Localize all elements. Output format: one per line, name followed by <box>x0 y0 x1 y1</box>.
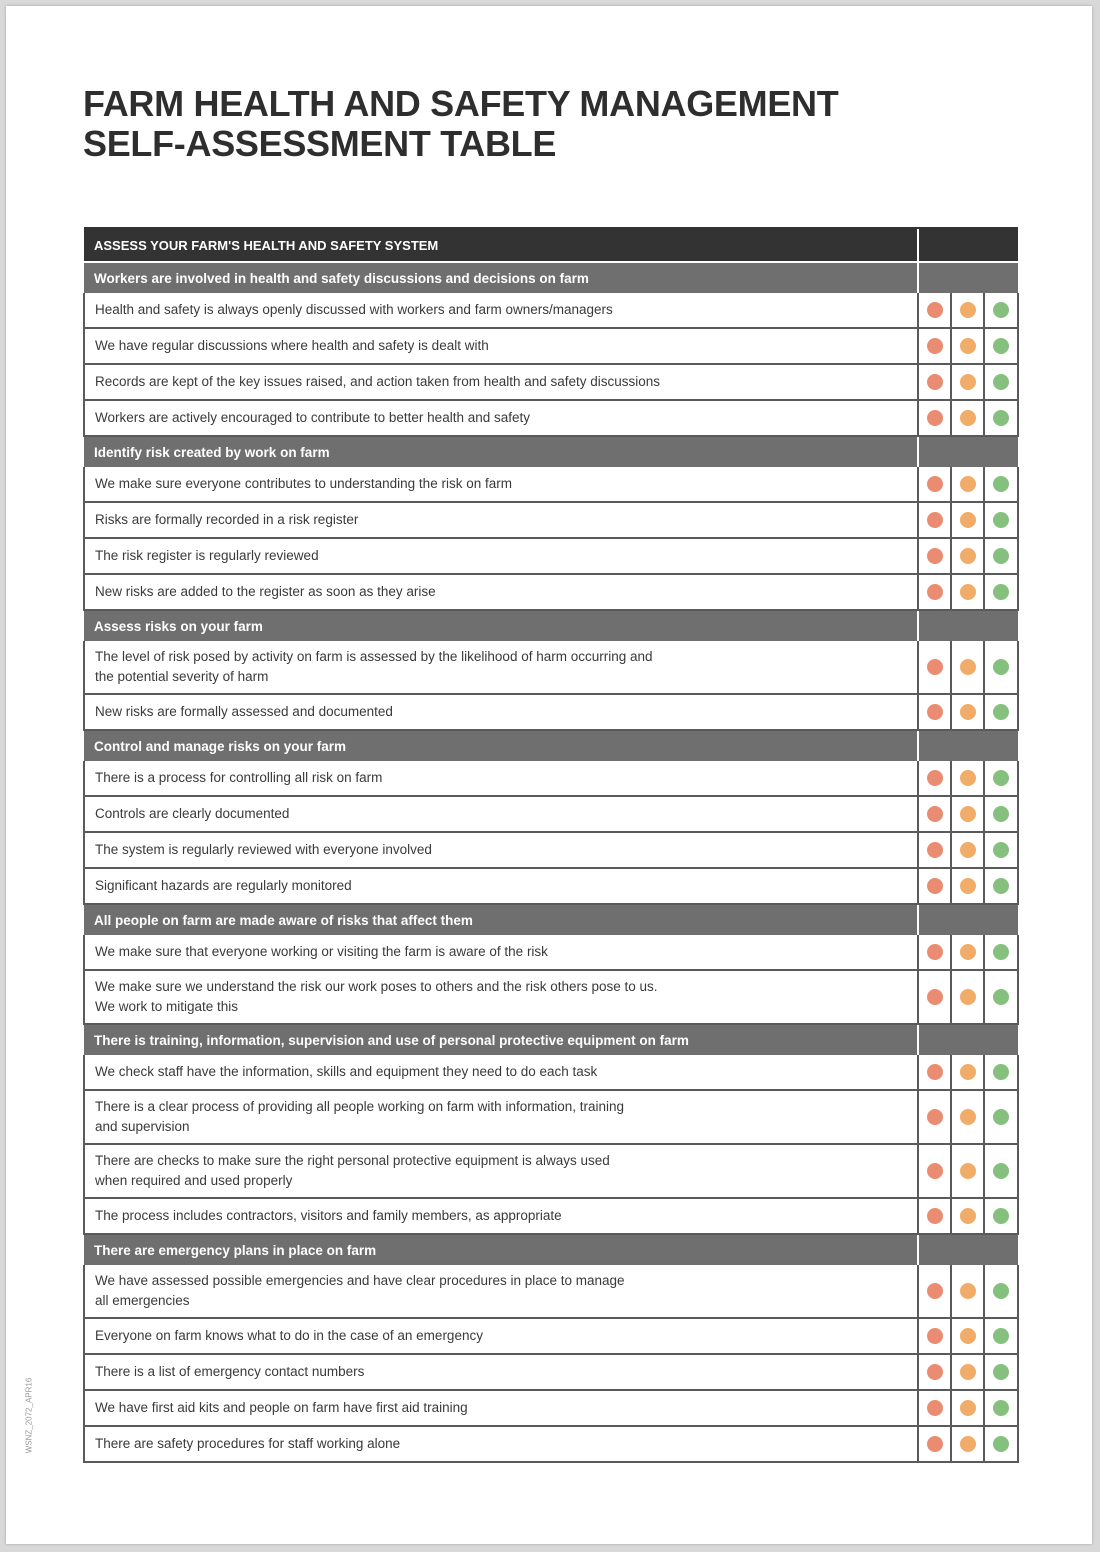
orange-rating-dot[interactable] <box>960 806 976 822</box>
green-rating-dot[interactable] <box>993 374 1009 390</box>
orange-rating-dot[interactable] <box>960 374 976 390</box>
criterion-text: We have regular discussions where health and safety is dealt with <box>95 338 489 353</box>
orange-rating-dot[interactable] <box>960 842 976 858</box>
rating-cell-red[interactable] <box>918 1318 951 1354</box>
section-title: There is training, information, supervision and use of personal protective equipment on farm <box>84 1024 918 1055</box>
green-rating-dot[interactable] <box>993 1400 1009 1416</box>
criterion-text: Controls are clearly documented <box>95 806 290 821</box>
criterion-cell <box>84 641 918 694</box>
orange-rating-dot[interactable] <box>960 476 976 492</box>
section-title: Identify risk created by work on farm <box>84 436 918 467</box>
rating-cell-red[interactable] <box>918 467 951 502</box>
criterion-text: We have assessed possible emergencies and have clear procedures in place to manage <box>95 1273 625 1288</box>
rating-cell-orange[interactable] <box>951 832 984 868</box>
red-rating-dot[interactable] <box>927 806 943 822</box>
rating-cell-green[interactable] <box>984 761 1018 796</box>
green-rating-dot[interactable] <box>993 1064 1009 1080</box>
rating-cell-orange[interactable] <box>951 868 984 904</box>
orange-rating-dot[interactable] <box>960 1064 976 1080</box>
rating-cell-orange[interactable] <box>951 293 984 328</box>
criterion-text: There are checks to make sure the right personal protective equipment is always used <box>95 1153 610 1168</box>
section-rating-header <box>918 610 1018 641</box>
section-title: There are emergency plans in place on farm <box>84 1234 918 1265</box>
table-row <box>84 868 1018 904</box>
rating-cell-green[interactable] <box>984 868 1018 904</box>
table-row <box>84 1144 1018 1198</box>
green-rating-dot[interactable] <box>993 659 1009 675</box>
rating-cell-green[interactable] <box>984 1198 1018 1234</box>
rating-cell-green[interactable] <box>984 1055 1018 1090</box>
orange-rating-dot[interactable] <box>960 1364 976 1380</box>
criterion-text: Significant hazards are regularly monitored <box>95 878 352 893</box>
red-rating-dot[interactable] <box>927 1364 943 1380</box>
rating-cell-green[interactable] <box>984 400 1018 436</box>
table-header: ASSESS YOUR FARM'S HEALTH AND SAFETY SYSTEM <box>84 228 918 262</box>
criterion-text: all emergencies <box>95 1293 190 1308</box>
rating-cell-orange[interactable] <box>951 1090 984 1144</box>
section-title: All people on farm are made aware of risks that affect them <box>84 904 918 935</box>
criterion-text: We check staff have the information, skills and equipment they need to do each task <box>95 1064 598 1079</box>
criterion-cell <box>84 1198 918 1234</box>
rating-cell-red[interactable] <box>918 574 951 610</box>
table-row <box>84 1090 1018 1144</box>
orange-rating-dot[interactable] <box>960 1436 976 1452</box>
criterion-cell <box>84 694 918 730</box>
table-row <box>84 1265 1018 1318</box>
rating-cell-red[interactable] <box>918 761 951 796</box>
orange-rating-dot[interactable] <box>960 989 976 1005</box>
green-rating-dot[interactable] <box>993 1283 1009 1299</box>
section-header-row <box>84 904 1018 935</box>
criterion-text: We make sure everyone contributes to understanding the risk on farm <box>95 476 512 491</box>
rating-cell-orange[interactable] <box>951 502 984 538</box>
document-reference-text: WSNZ_2072_APR16 <box>24 1377 34 1454</box>
green-rating-dot[interactable] <box>993 302 1009 318</box>
criterion-text: the potential severity of harm <box>95 669 269 684</box>
rating-cell-red[interactable] <box>918 796 951 832</box>
orange-rating-dot[interactable] <box>960 548 976 564</box>
rating-cell-red[interactable] <box>918 1198 951 1234</box>
rating-cell-red[interactable] <box>918 328 951 364</box>
orange-rating-dot[interactable] <box>960 944 976 960</box>
rating-cell-orange[interactable] <box>951 1144 984 1198</box>
table-row <box>84 1426 1018 1462</box>
criterion-text: and supervision <box>95 1119 190 1134</box>
criterion-text: We make sure that everyone working or visiting the farm is aware of the risk <box>95 944 548 959</box>
rating-cell-orange[interactable] <box>951 935 984 970</box>
orange-rating-dot[interactable] <box>960 659 976 675</box>
rating-cell-orange[interactable] <box>951 970 984 1024</box>
rating-cell-green[interactable] <box>984 1390 1018 1426</box>
table-row <box>84 502 1018 538</box>
criterion-cell <box>84 1090 918 1144</box>
green-rating-dot[interactable] <box>993 410 1009 426</box>
rating-cell-green[interactable] <box>984 1265 1018 1318</box>
red-rating-dot[interactable] <box>927 302 943 318</box>
rating-cell-red[interactable] <box>918 694 951 730</box>
rating-cell-orange[interactable] <box>951 796 984 832</box>
criterion-text: There are safety procedures for staff working alone <box>95 1436 401 1451</box>
green-rating-dot[interactable] <box>993 476 1009 492</box>
section-rating-header <box>918 904 1018 935</box>
document-reference <box>22 1368 36 1468</box>
criterion-cell <box>84 467 918 502</box>
orange-rating-dot[interactable] <box>960 1208 976 1224</box>
rating-cell-green[interactable] <box>984 502 1018 538</box>
section-header-row <box>84 610 1018 641</box>
criterion-cell <box>84 1426 918 1462</box>
section-title: Assess risks on your farm <box>84 610 918 641</box>
rating-cell-orange[interactable] <box>951 328 984 364</box>
criterion-text: The system is regularly reviewed with everyone involved <box>95 842 432 857</box>
table-row <box>84 935 1018 970</box>
orange-rating-dot[interactable] <box>960 338 976 354</box>
criterion-cell <box>84 1055 918 1090</box>
criterion-text: Everyone on farm knows what to do in the case of an emergency <box>95 1328 483 1343</box>
red-rating-dot[interactable] <box>927 770 943 786</box>
rating-cell-green[interactable] <box>984 935 1018 970</box>
table-row <box>84 970 1018 1024</box>
criterion-cell <box>84 502 918 538</box>
rating-cell-red[interactable] <box>918 538 951 574</box>
rating-cell-green[interactable] <box>984 293 1018 328</box>
green-rating-dot[interactable] <box>993 512 1009 528</box>
section-rating-header <box>918 1024 1018 1055</box>
table-row <box>84 761 1018 796</box>
green-rating-dot[interactable] <box>993 1208 1009 1224</box>
criterion-cell <box>84 1390 918 1426</box>
green-rating-dot[interactable] <box>993 704 1009 720</box>
rating-cell-green[interactable] <box>984 796 1018 832</box>
rating-cell-orange[interactable] <box>951 364 984 400</box>
orange-rating-dot[interactable] <box>960 1328 976 1344</box>
page-title <box>83 84 838 164</box>
criterion-text: There is a clear process of providing all people working on farm with information, training <box>95 1099 625 1114</box>
rating-cell-green[interactable] <box>984 832 1018 868</box>
red-rating-dot[interactable] <box>927 878 943 894</box>
rating-cell-red[interactable] <box>918 1354 951 1390</box>
red-rating-dot[interactable] <box>927 512 943 528</box>
criterion-text: We work to mitigate this <box>95 999 239 1014</box>
criterion-cell <box>84 293 918 328</box>
criterion-cell <box>84 761 918 796</box>
rating-cell-orange[interactable] <box>951 1354 984 1390</box>
section-header-row <box>84 1024 1018 1055</box>
rating-cell-red[interactable] <box>918 1055 951 1090</box>
orange-rating-dot[interactable] <box>960 512 976 528</box>
criterion-cell <box>84 832 918 868</box>
criterion-text: We have first aid kits and people on farm have first aid training <box>95 1400 468 1415</box>
rating-cell-red[interactable] <box>918 1265 951 1318</box>
red-rating-dot[interactable] <box>927 1400 943 1416</box>
rating-cell-orange[interactable] <box>951 694 984 730</box>
rating-cell-green[interactable] <box>984 1318 1018 1354</box>
section-title: Workers are involved in health and safety discussions and decisions on farm <box>84 262 918 293</box>
rating-cell-green[interactable] <box>984 694 1018 730</box>
criterion-cell <box>84 935 918 970</box>
criterion-cell <box>84 364 918 400</box>
table-row <box>84 538 1018 574</box>
table-row <box>84 1198 1018 1234</box>
rating-cell-red[interactable] <box>918 293 951 328</box>
criterion-text: The level of risk posed by activity on farm is assessed by the likelihood of harm occurring and <box>95 649 653 664</box>
rating-cell-green[interactable] <box>984 574 1018 610</box>
title-line-2: SELF-ASSESSMENT TABLE <box>83 123 557 164</box>
green-rating-dot[interactable] <box>993 1436 1009 1452</box>
red-rating-dot[interactable] <box>927 1163 943 1179</box>
self-assessment-table <box>83 227 1019 1463</box>
rating-cell-orange[interactable] <box>951 1318 984 1354</box>
section-rating-header <box>918 1234 1018 1265</box>
criterion-text: Workers are actively encouraged to contribute to better health and safety <box>95 410 530 425</box>
rating-cell-green[interactable] <box>984 641 1018 694</box>
red-rating-dot[interactable] <box>927 338 943 354</box>
section-header-row <box>84 730 1018 761</box>
title-line-1: FARM HEALTH AND SAFETY MANAGEMENT <box>83 83 839 124</box>
table-row <box>84 796 1018 832</box>
table-row <box>84 1055 1018 1090</box>
rating-cell-red[interactable] <box>918 1426 951 1462</box>
rating-cell-orange[interactable] <box>951 1426 984 1462</box>
section-rating-header <box>918 730 1018 761</box>
red-rating-dot[interactable] <box>927 1436 943 1452</box>
criterion-cell <box>84 538 918 574</box>
red-rating-dot[interactable] <box>927 989 943 1005</box>
criterion-cell <box>84 796 918 832</box>
rating-cell-green[interactable] <box>984 1354 1018 1390</box>
table-header-row <box>84 228 1018 262</box>
red-rating-dot[interactable] <box>927 842 943 858</box>
orange-rating-dot[interactable] <box>960 1163 976 1179</box>
green-rating-dot[interactable] <box>993 944 1009 960</box>
green-rating-dot[interactable] <box>993 1163 1009 1179</box>
criterion-cell <box>84 1144 918 1198</box>
rating-cell-green[interactable] <box>984 328 1018 364</box>
rating-cell-green[interactable] <box>984 467 1018 502</box>
criterion-cell <box>84 1265 918 1318</box>
criterion-text: New risks are formally assessed and documented <box>95 704 393 719</box>
rating-cell-orange[interactable] <box>951 1390 984 1426</box>
rating-cell-red[interactable] <box>918 935 951 970</box>
rating-cell-red[interactable] <box>918 832 951 868</box>
table-row <box>84 400 1018 436</box>
section-header-row <box>84 262 1018 293</box>
table-row <box>84 694 1018 730</box>
red-rating-dot[interactable] <box>927 548 943 564</box>
rating-cell-orange[interactable] <box>951 761 984 796</box>
green-rating-dot[interactable] <box>993 878 1009 894</box>
rating-cell-green[interactable] <box>984 1090 1018 1144</box>
criterion-text: Health and safety is always openly discussed with workers and farm owners/managers <box>95 302 613 317</box>
green-rating-dot[interactable] <box>993 1328 1009 1344</box>
red-rating-dot[interactable] <box>927 374 943 390</box>
orange-rating-dot[interactable] <box>960 1400 976 1416</box>
rating-cell-red[interactable] <box>918 1390 951 1426</box>
section-title: Control and manage risks on your farm <box>84 730 918 761</box>
rating-cell-orange[interactable] <box>951 1055 984 1090</box>
green-rating-dot[interactable] <box>993 1109 1009 1125</box>
criterion-cell <box>84 1354 918 1390</box>
document-page <box>6 6 1092 1544</box>
orange-rating-dot[interactable] <box>960 584 976 600</box>
red-rating-dot[interactable] <box>927 476 943 492</box>
red-rating-dot[interactable] <box>927 704 943 720</box>
table-row <box>84 293 1018 328</box>
table-row <box>84 1390 1018 1426</box>
rating-cell-red[interactable] <box>918 364 951 400</box>
rating-cell-red[interactable] <box>918 641 951 694</box>
rating-cell-red[interactable] <box>918 868 951 904</box>
red-rating-dot[interactable] <box>927 1208 943 1224</box>
criterion-text: New risks are added to the register as soon as they arise <box>95 584 436 599</box>
orange-rating-dot[interactable] <box>960 410 976 426</box>
green-rating-dot[interactable] <box>993 584 1009 600</box>
orange-rating-dot[interactable] <box>960 704 976 720</box>
green-rating-dot[interactable] <box>993 989 1009 1005</box>
green-rating-dot[interactable] <box>993 842 1009 858</box>
criterion-cell <box>84 868 918 904</box>
rating-cell-green[interactable] <box>984 1144 1018 1198</box>
table-row <box>84 1318 1018 1354</box>
table-row <box>84 832 1018 868</box>
criterion-text: There is a list of emergency contact numbers <box>95 1364 365 1379</box>
green-rating-dot[interactable] <box>993 1364 1009 1380</box>
rating-cell-green[interactable] <box>984 970 1018 1024</box>
green-rating-dot[interactable] <box>993 806 1009 822</box>
rating-cell-red[interactable] <box>918 1090 951 1144</box>
section-rating-header <box>918 262 1018 293</box>
red-rating-dot[interactable] <box>927 584 943 600</box>
criterion-text: Risks are formally recorded in a risk register <box>95 512 359 527</box>
table-row <box>84 328 1018 364</box>
rating-cell-orange[interactable] <box>951 1265 984 1318</box>
red-rating-dot[interactable] <box>927 1109 943 1125</box>
criterion-cell <box>84 970 918 1024</box>
rating-cell-green[interactable] <box>984 538 1018 574</box>
criterion-text: There is a process for controlling all risk on farm <box>95 770 383 785</box>
rating-cell-orange[interactable] <box>951 574 984 610</box>
orange-rating-dot[interactable] <box>960 1109 976 1125</box>
red-rating-dot[interactable] <box>927 410 943 426</box>
criterion-text: We make sure we understand the risk our work poses to others and the risk others pose to us. <box>95 979 658 994</box>
red-rating-dot[interactable] <box>927 1064 943 1080</box>
criterion-cell <box>84 400 918 436</box>
red-rating-dot[interactable] <box>927 659 943 675</box>
section-rating-header <box>918 436 1018 467</box>
orange-rating-dot[interactable] <box>960 1283 976 1299</box>
red-rating-dot[interactable] <box>927 944 943 960</box>
table-row <box>84 467 1018 502</box>
rating-cell-orange[interactable] <box>951 538 984 574</box>
section-header-row <box>84 1234 1018 1265</box>
rating-cell-green[interactable] <box>984 1426 1018 1462</box>
criterion-cell <box>84 574 918 610</box>
red-rating-dot[interactable] <box>927 1283 943 1299</box>
red-rating-dot[interactable] <box>927 1328 943 1344</box>
green-rating-dot[interactable] <box>993 338 1009 354</box>
rating-cell-red[interactable] <box>918 1144 951 1198</box>
rating-cell-orange[interactable] <box>951 641 984 694</box>
rating-cell-red[interactable] <box>918 400 951 436</box>
rating-header <box>918 228 1018 262</box>
orange-rating-dot[interactable] <box>960 302 976 318</box>
rating-cell-red[interactable] <box>918 970 951 1024</box>
criterion-text: Records are kept of the key issues raised, and action taken from health and safety discussions <box>95 374 661 389</box>
table-row <box>84 641 1018 694</box>
table-row <box>84 574 1018 610</box>
green-rating-dot[interactable] <box>993 770 1009 786</box>
table-row <box>84 1354 1018 1390</box>
criterion-text: The process includes contractors, visitors and family members, as appropriate <box>95 1208 562 1223</box>
rating-cell-red[interactable] <box>918 502 951 538</box>
green-rating-dot[interactable] <box>993 548 1009 564</box>
section-header-row <box>84 436 1018 467</box>
rating-cell-orange[interactable] <box>951 467 984 502</box>
criterion-text: The risk register is regularly reviewed <box>95 548 319 563</box>
rating-cell-orange[interactable] <box>951 400 984 436</box>
rating-cell-orange[interactable] <box>951 1198 984 1234</box>
rating-cell-green[interactable] <box>984 364 1018 400</box>
criterion-cell <box>84 1318 918 1354</box>
criterion-cell <box>84 328 918 364</box>
orange-rating-dot[interactable] <box>960 878 976 894</box>
orange-rating-dot[interactable] <box>960 770 976 786</box>
table-row <box>84 364 1018 400</box>
criterion-text: when required and used properly <box>95 1173 293 1188</box>
